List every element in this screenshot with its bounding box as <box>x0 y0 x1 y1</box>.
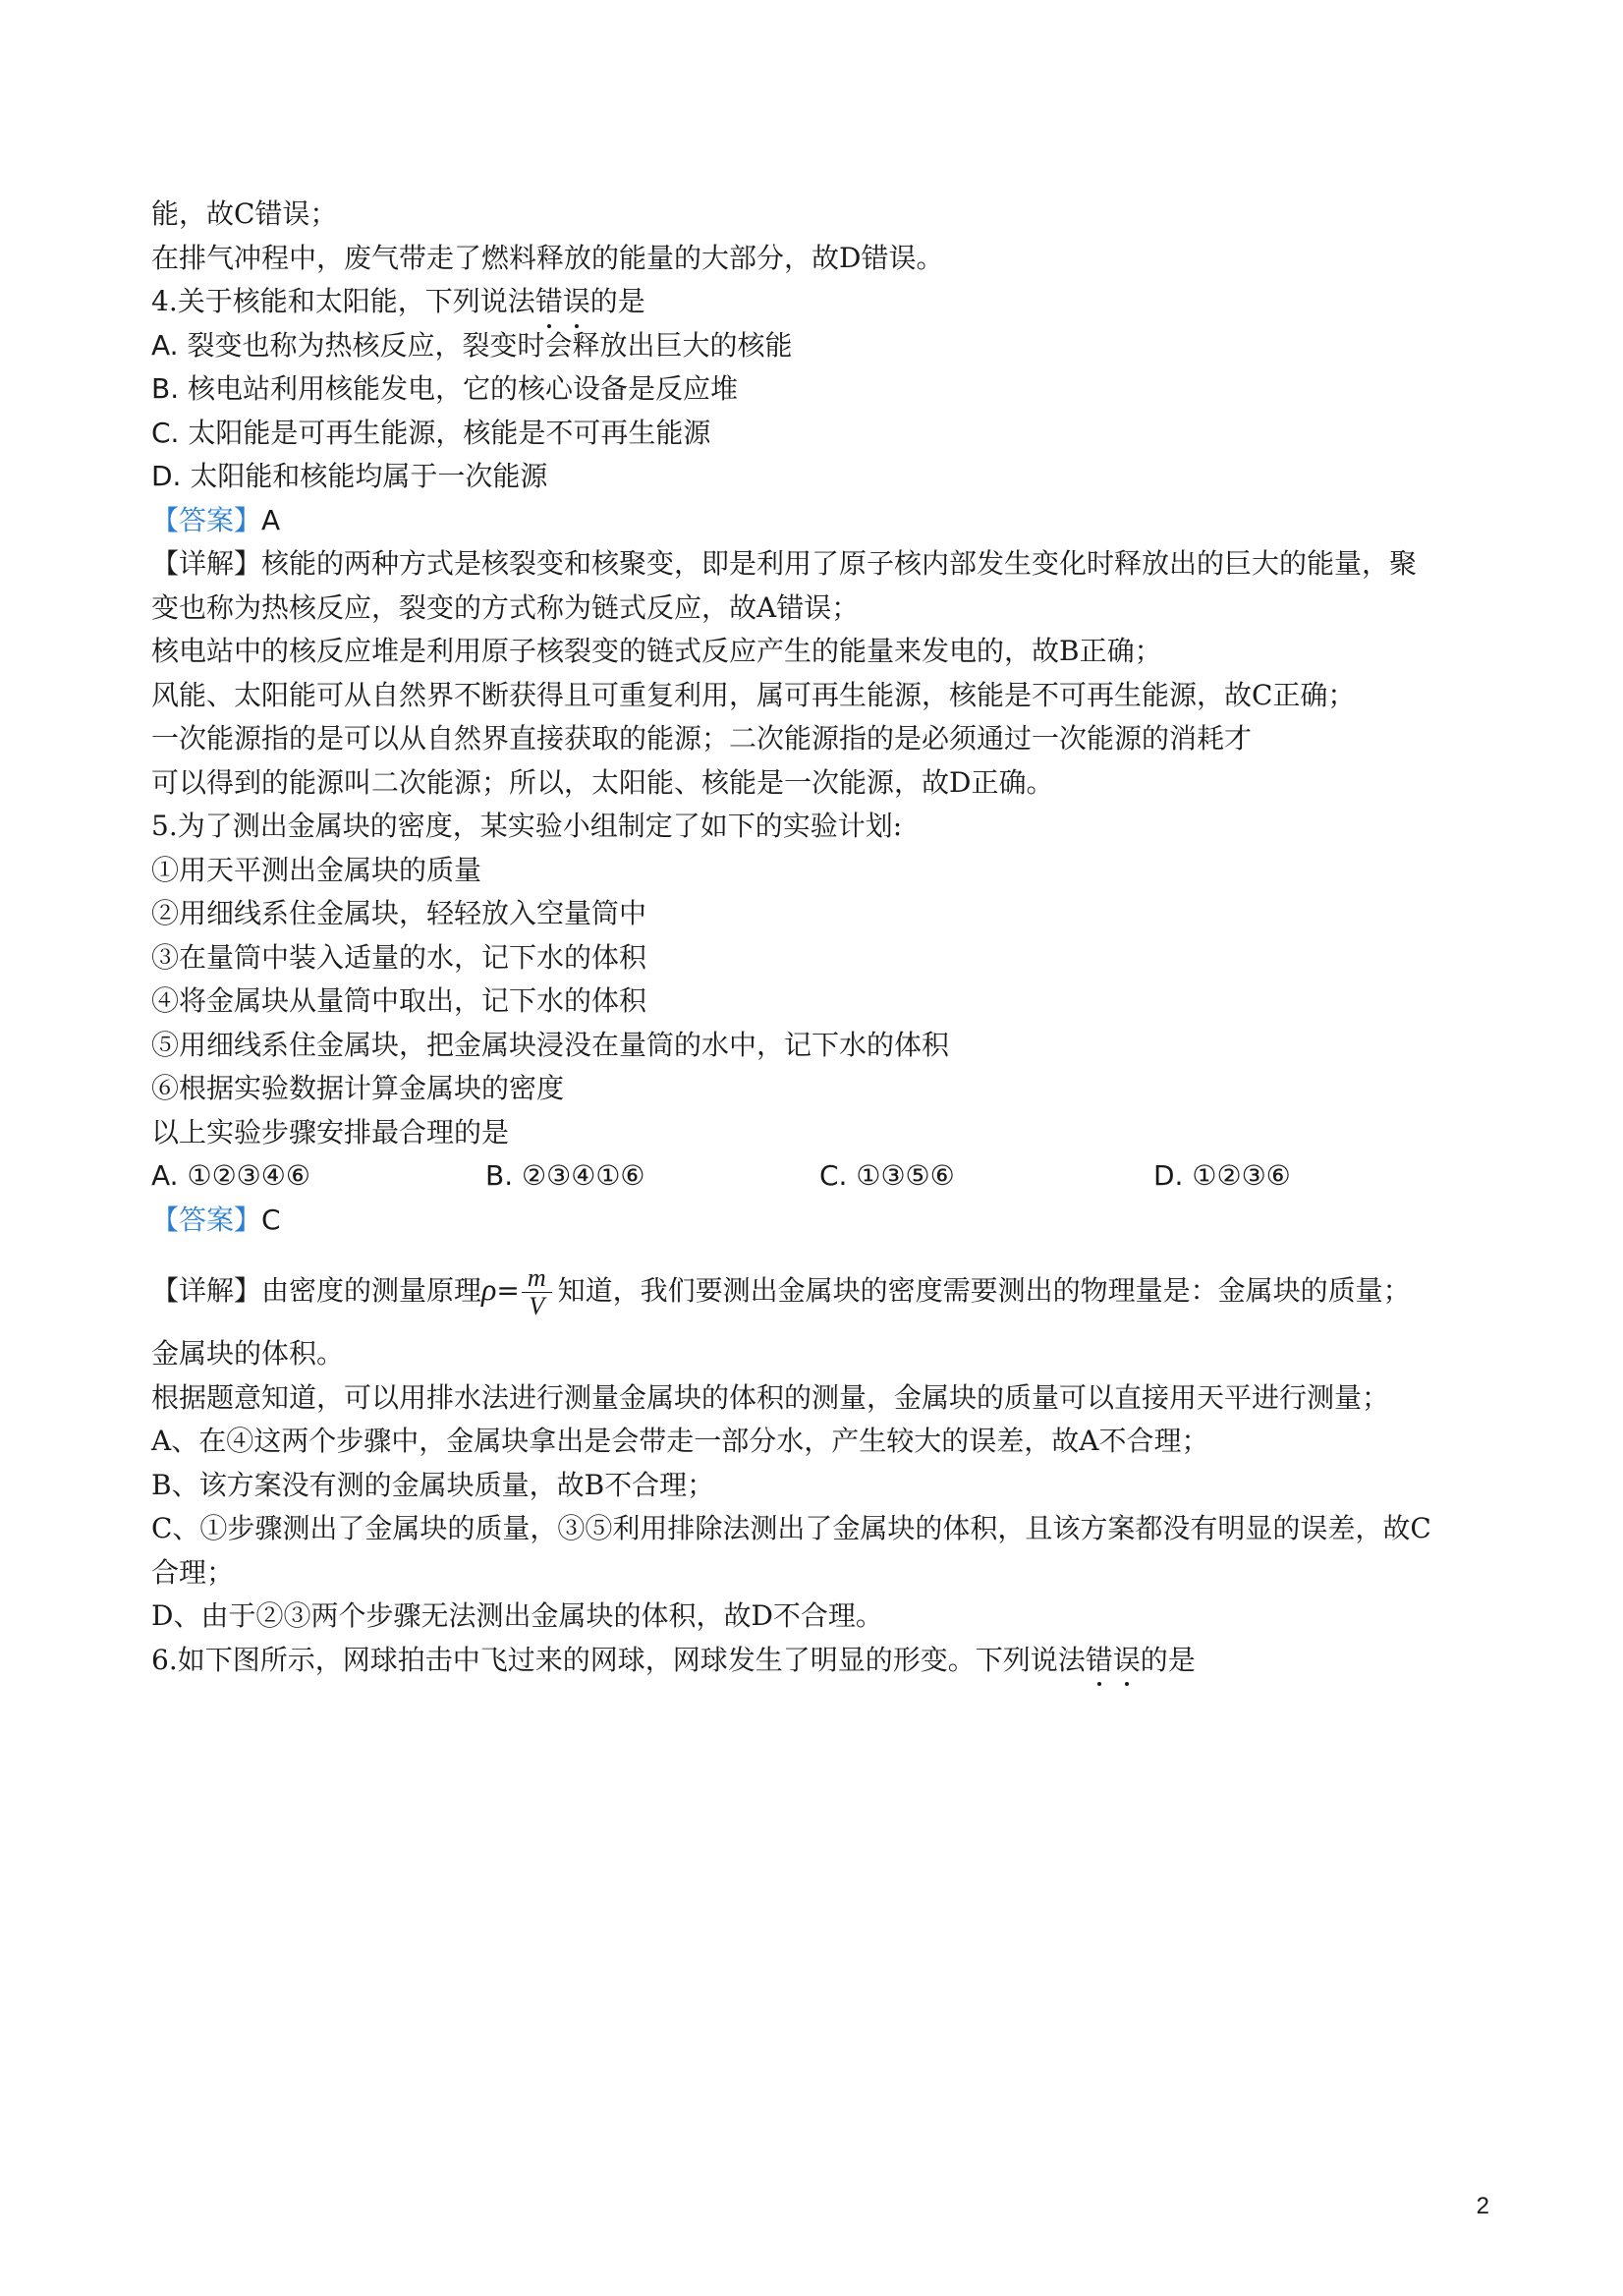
explanation-line: B、该方案没有测的金属块质量，故B不合理； <box>151 1468 715 1501</box>
answer-line <box>151 1199 1487 1243</box>
answer-tag: 【答案】 <box>151 503 262 536</box>
options-row <box>151 1154 1487 1199</box>
explanation-line: A、在④这两个步骤中，金属块拿出是会带走一部分水，产生较大的误差，故A不合理； <box>151 1425 1209 1457</box>
emphasis-char: 错 <box>535 280 563 324</box>
option-b: B. 核电站利用核能发电，它的核心设备是反应堆 <box>151 372 739 405</box>
explanation-line: D、由于②③两个步骤无法测出金属块的体积，故D不合理。 <box>151 1599 883 1632</box>
emphasis-char: 误 <box>563 280 590 324</box>
answer-value: C <box>261 1203 281 1236</box>
explanation-line: 可以得到的能源叫二次能源；所以，太阳能、核能是一次能源，故D正确。 <box>151 765 1054 799</box>
fraction-denominator: V <box>529 1292 545 1320</box>
text-line: 在排气冲程中，废气带走了燃料释放的能量的大部分，故D错误。 <box>151 241 944 274</box>
explanation-line: C、①步骤测出了金属块的质量，③⑤利用排除法测出了金属块的体积，且该方案都没有明显的误差，故C <box>151 1512 1431 1544</box>
explanation-line: 根据题意知道，可以用排水法进行测量金属块的体积的测量，金属块的质量可以直接用天平进行测量； <box>151 1380 1390 1414</box>
explanation-tag: 【详解】 <box>151 1274 262 1307</box>
stem-text: 的是 <box>1140 1643 1196 1676</box>
emphasis-char: 误 <box>1113 1639 1141 1683</box>
question-6-stem <box>151 1639 1487 1683</box>
step-6: ⑥根据实验数据计算金属块的密度 <box>151 1072 565 1104</box>
text-line: 能，故C错误； <box>151 197 338 230</box>
answer-line <box>151 499 1487 543</box>
option-d: D. 太阳能和核能均属于一次能源 <box>151 460 548 492</box>
option-a: A. 裂变也称为热核反应，裂变时会释放出巨大的核能 <box>151 328 793 362</box>
explanation-line <box>151 542 1487 587</box>
emphasis-char: 错 <box>1086 1639 1113 1683</box>
density-fraction <box>522 1264 552 1320</box>
question-4-stem <box>151 280 1487 324</box>
explanation-line: 变也称为热核反应，裂变的方式称为链式反应，故A错误； <box>151 590 860 624</box>
stem-text: 的是 <box>589 285 645 317</box>
stem-text: 6.如下图所示，网球拍击中飞过来的网球，网球发生了明显的形变。下列说法 <box>151 1643 1086 1676</box>
step-2: ②用细线系住金属块，轻轻放入空量筒中 <box>151 897 647 929</box>
explanation-line: 一次能源指的是可以从自然界直接获取的能源；二次能源指的是必须通过一次能源的消耗才 <box>151 722 1253 755</box>
equals-sign: = <box>496 1274 520 1307</box>
step-1: ①用天平测出金属块的质量 <box>151 853 482 886</box>
step-3: ③在量筒中装入适量的水，记下水的体积 <box>151 940 647 974</box>
page-number: 2 <box>1476 2193 1489 2219</box>
option-c: C. 太阳能是可再生能源，核能是不可再生能源 <box>151 416 711 449</box>
explanation-line: 金属块的体积。 <box>151 1337 345 1370</box>
explanation-text: 由密度的测量原理 <box>261 1274 482 1307</box>
fraction-numerator: m <box>522 1264 552 1293</box>
explanation-line: 合理； <box>151 1555 235 1589</box>
question-5-stem: 5.为了测出金属块的密度，某实验小组制定了如下的实验计划: <box>151 810 903 842</box>
explanation-text: 知道，我们要测出金属块的密度需要测出的物理量是：金属块的质量； <box>557 1274 1411 1307</box>
rho-symbol: ρ <box>481 1271 497 1307</box>
option-c: C. ①③⑤⑥ <box>819 1159 955 1192</box>
page-content <box>151 193 1487 1682</box>
explanation-formula-line <box>151 1260 1487 1318</box>
explanation-line: 核电站中的核反应堆是利用原子核裂变的链式反应产生的能量来发电的，故B正确； <box>151 635 1162 667</box>
option-d: D. ①②③⑥ <box>1153 1159 1291 1192</box>
answer-tag: 【答案】 <box>151 1203 262 1236</box>
step-5: ⑤用细线系住金属块，把金属块浸没在量筒的水中，记下水的体积 <box>151 1028 950 1061</box>
step-4: ④将金属块从量筒中取出，记下水的体积 <box>151 984 647 1017</box>
explanation-line: 风能、太阳能可从自然界不断获得且可重复利用，属可再生能源，核能是不可再生能源，故C正确； <box>151 678 1356 711</box>
answer-value: A <box>261 503 281 536</box>
stem-text: 4.关于核能和太阳能，下列说法 <box>151 285 535 317</box>
explanation-tag: 【详解】 <box>151 547 262 580</box>
option-a: A. ①②③④⑥ <box>151 1159 310 1192</box>
option-b: B. ②③④①⑥ <box>485 1159 645 1192</box>
explanation-text: 核能的两种方式是核裂变和核聚变，即是利用了原子核内部发生变化时释放出的巨大的能量，聚 <box>261 547 1418 580</box>
question-5-ask: 以上实验步骤安排最合理的是 <box>151 1115 510 1148</box>
